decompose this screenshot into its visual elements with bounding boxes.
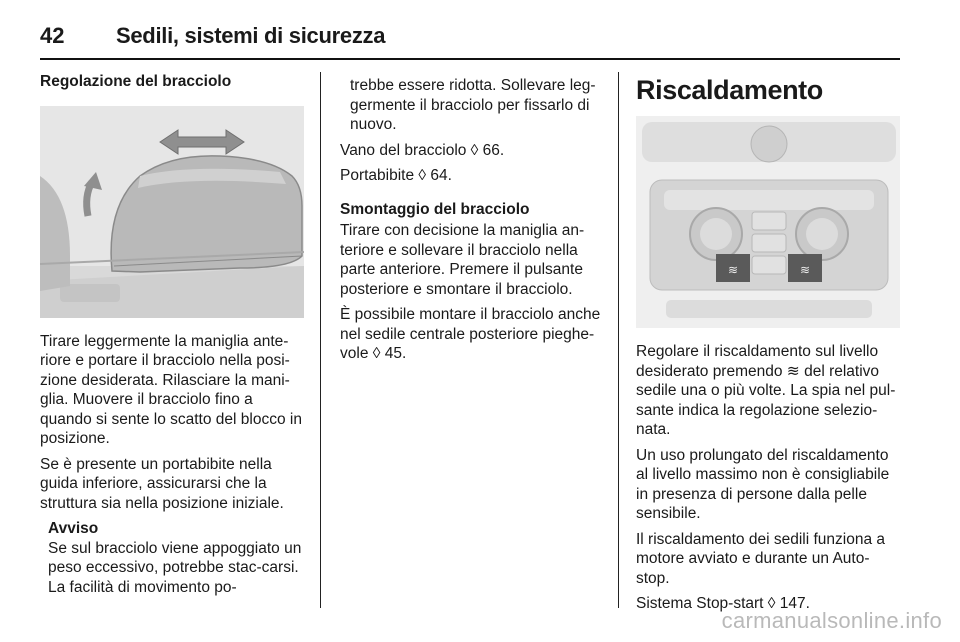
page-number: 42 xyxy=(40,23,65,48)
paragraph: Se è presente un portabibite nella guida inferiore, assicurarsi che la struttura sia nella posizione iniziale. xyxy=(40,455,284,512)
notice-box xyxy=(40,519,304,597)
paragraph: Tirare leggermente la maniglia ante-riore e portare il bracciolo nella posi-zione desiderata. Rilasciare la mani-glia. Muovere il bracciolo fino a quando si sente lo scatto del blocco in posizione. xyxy=(40,332,302,447)
armrest-illustration xyxy=(40,106,304,318)
notice-text: Se sul bracciolo viene appoggiato un peso eccessivo, potrebbe stac-carsi. La facilità di movimento po- xyxy=(48,539,302,596)
section-title: Riscaldamento xyxy=(636,75,823,105)
column-right xyxy=(636,74,902,620)
notice-continued: trebbe essere ridotta. Sollevare leg-germente il bracciolo per fissarlo di nuovo. xyxy=(350,77,596,133)
column-middle xyxy=(340,76,604,370)
paragraph: Regolare il riscaldamento sul livello desiderato premendo ≋ del relativo sedile una o più volte. La spia nel pul-sante indica la regolazione selezio-nata. xyxy=(636,343,896,438)
column-left xyxy=(40,72,304,597)
notice-title: Avviso xyxy=(48,520,99,537)
cross-reference-link[interactable]: Vano del bracciolo ◊ 66. xyxy=(340,141,505,159)
subheading-armrest-adjust: Regolazione del bracciolo xyxy=(40,73,232,90)
paragraph: Il riscaldamento dei sedili funziona a motore avviato e durante un Auto-stop. xyxy=(636,530,885,587)
svg-text:≋: ≋ xyxy=(799,263,811,277)
cross-reference-link[interactable]: Portabibite ◊ 64. xyxy=(340,167,452,184)
cross-reference-link[interactable]: Sistema Stop-start ◊ 147. xyxy=(636,595,810,612)
subheading-armrest-removal: Smontaggio del bracciolo xyxy=(340,200,530,218)
watermark: carmanualsonline.info xyxy=(721,608,942,633)
column-divider-left xyxy=(320,72,321,608)
paragraph: Un uso prolungato del riscaldamento al livello massimo non è consigliabile in presenza di persone dalla pelle sensibile. xyxy=(636,446,890,522)
column-divider-right xyxy=(618,72,619,608)
paragraph: Tirare con decisione la maniglia an-teriore e sollevare il bracciolo nella parte anteriore. Premere il pulsante posteriore e smontare il bracciolo. xyxy=(340,222,585,298)
svg-text:≋: ≋ xyxy=(727,263,739,277)
chapter-title: Sedili, sistemi di sicurezza xyxy=(116,23,386,48)
page-header xyxy=(40,16,900,56)
paragraph: È possibile montare il bracciolo anche nel sedile centrale posteriore pieghe-vole ◊ 45. xyxy=(340,306,601,362)
heater-controls-illustration xyxy=(636,116,900,328)
header-rule xyxy=(40,58,900,60)
